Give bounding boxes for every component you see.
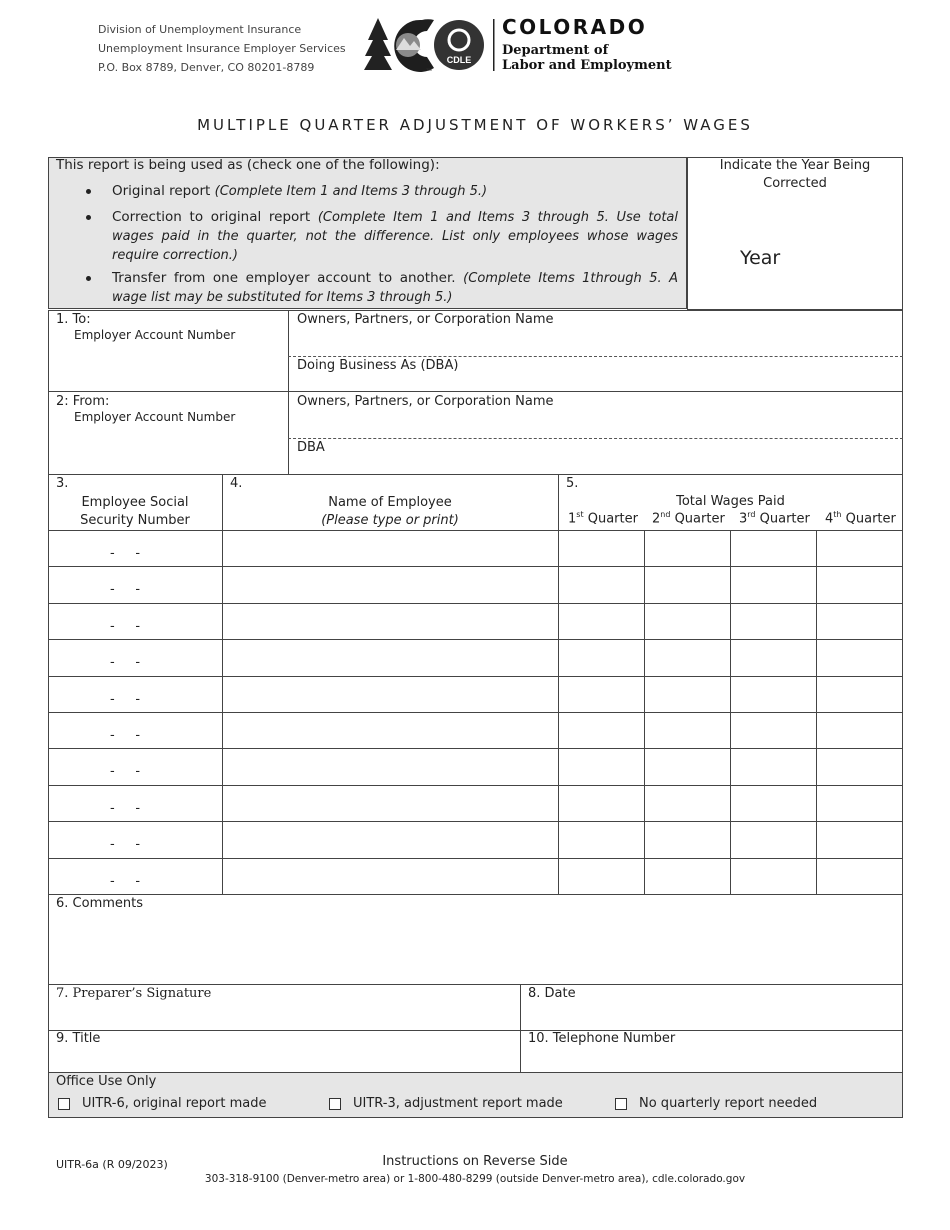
row-divider <box>48 639 903 640</box>
divider <box>222 474 223 894</box>
trademark-mark: TM <box>426 67 432 72</box>
uitr6-label: UITR-6, original report made <box>82 1096 267 1111</box>
wage-q4-field[interactable] <box>818 678 900 710</box>
option-transfer-report[interactable] <box>112 269 678 307</box>
to-dba-field[interactable] <box>290 375 902 391</box>
option-note: (Complete Items 1through 5. A wage list may be substituted for Items 3 through 5.) <box>112 271 678 305</box>
wage-q4-field[interactable] <box>818 750 900 782</box>
uitr6-checkbox[interactable] <box>58 1098 70 1110</box>
divider <box>48 474 903 475</box>
col4-heading-line2: (Please type or print) <box>321 513 459 528</box>
col4-number: 4. <box>230 476 243 491</box>
divider <box>48 894 903 895</box>
employee-name-field[interactable] <box>224 823 556 855</box>
section1-dba-label: Doing Business As (DBA) <box>297 358 459 373</box>
ssn-field[interactable]: - - <box>110 873 141 889</box>
bullet-icon <box>86 276 91 281</box>
wage-q3-field[interactable] <box>732 787 814 819</box>
employee-name-field[interactable] <box>224 568 556 600</box>
divider <box>48 1030 903 1031</box>
brand-state-name: COLORADO <box>502 15 648 39</box>
address-line-3: P.O. Box 8789, Denver, CO 80201-8789 <box>98 61 315 74</box>
wage-q2-field[interactable] <box>646 787 728 819</box>
address-line-1: Division of Unemployment Insurance <box>98 23 302 36</box>
section1-owners-label: Owners, Partners, or Corporation Name <box>297 312 554 327</box>
section1-label: 1. To: <box>56 312 91 327</box>
row-divider <box>48 676 903 677</box>
from-owners-name-field[interactable] <box>290 412 902 437</box>
year-heading-line1: Indicate the Year Being <box>719 158 871 173</box>
wage-q1-field[interactable] <box>560 678 642 710</box>
divider <box>48 530 903 531</box>
wage-q3-field[interactable] <box>732 568 814 600</box>
wage-q1-field[interactable] <box>560 641 642 673</box>
ssn-field[interactable]: - - <box>110 582 141 598</box>
quarter-3-heading: 3rd Quarter <box>739 510 810 527</box>
wage-q2-field[interactable] <box>646 532 728 564</box>
wage-q2-field[interactable] <box>646 714 728 746</box>
row-divider <box>48 821 903 822</box>
col4-heading-line1: Name of Employee <box>328 495 452 510</box>
row-divider <box>48 566 903 567</box>
cdle-badge-text: CDLE <box>446 55 472 65</box>
ssn-field[interactable]: - - <box>110 764 141 780</box>
comments-label: 6. Comments <box>56 896 144 911</box>
wage-q1-field[interactable] <box>560 605 642 637</box>
address-line-2: Unemployment Insurance Employer Services <box>98 42 346 55</box>
wage-q4-field[interactable] <box>818 605 900 637</box>
wage-q1-field[interactable] <box>560 823 642 855</box>
title-label: 9. Title <box>56 1031 101 1046</box>
col5-number: 5. <box>566 476 579 491</box>
comments-field[interactable] <box>49 914 902 983</box>
employee-name-field[interactable] <box>224 714 556 746</box>
year-corrected-heading <box>687 157 903 193</box>
ssn-field[interactable]: - - <box>110 618 141 634</box>
wage-q2-field[interactable] <box>646 641 728 673</box>
wage-q4-field[interactable] <box>818 860 900 892</box>
contact-info: 303-318-9100 (Denver-metro area) or 1-800-480-8299 (outside Denver-metro area), cdle.colorado.gov <box>204 1173 746 1185</box>
wage-q1-field[interactable] <box>560 750 642 782</box>
wage-q4-field[interactable] <box>818 641 900 673</box>
row-divider <box>48 748 903 749</box>
divider <box>558 474 559 894</box>
wage-q4-field[interactable] <box>818 532 900 564</box>
employee-name-field[interactable] <box>224 605 556 637</box>
year-heading-line2: Corrected <box>763 176 827 191</box>
col5-heading: Total Wages Paid <box>676 494 785 509</box>
from-dba-field[interactable] <box>290 457 902 473</box>
wage-q1-field[interactable] <box>560 860 642 892</box>
wage-q1-field[interactable] <box>560 787 642 819</box>
employee-name-field[interactable] <box>224 750 556 782</box>
wage-q3-field[interactable] <box>732 641 814 673</box>
row-divider <box>48 603 903 604</box>
from-account-number-field[interactable] <box>49 427 287 472</box>
col3-heading <box>48 494 222 530</box>
wage-q3-field[interactable] <box>732 605 814 637</box>
wage-q4-field[interactable] <box>818 787 900 819</box>
wage-q2-field[interactable] <box>646 750 728 782</box>
option-label: Original report <box>112 183 211 199</box>
quarter-4-heading: 4th Quarter <box>825 510 896 527</box>
divider <box>288 310 289 474</box>
employee-name-field[interactable] <box>224 787 556 819</box>
wage-q4-field[interactable] <box>818 568 900 600</box>
no-report-checkbox[interactable] <box>615 1098 627 1110</box>
option-original-report[interactable] <box>112 182 678 201</box>
quarter-2-heading: 2nd Quarter <box>652 510 725 527</box>
signature-field[interactable] <box>49 1004 519 1029</box>
report-use-intro: This report is being used as (check one of the following): <box>56 157 440 173</box>
col4-heading <box>222 494 558 530</box>
no-report-label: No quarterly report needed <box>639 1096 818 1111</box>
divider <box>48 391 903 392</box>
option-note: (Complete Item 1 and Items 3 through 5. Use total wages paid in the quarter, not the difference. List only employees whose wages require correction.) <box>112 210 678 263</box>
wage-q4-field[interactable] <box>818 823 900 855</box>
col3-number: 3. <box>56 476 69 491</box>
wage-q1-field[interactable] <box>560 568 642 600</box>
section2-account-label: Employer Account Number <box>74 410 236 424</box>
title-field[interactable] <box>49 1049 519 1071</box>
wage-q3-field[interactable] <box>732 678 814 710</box>
brand-department-line1: Department of <box>502 43 609 58</box>
bullet-icon <box>86 215 91 220</box>
ssn-field[interactable]: - - <box>110 800 141 816</box>
uitr3-checkbox[interactable] <box>329 1098 341 1110</box>
wage-q2-field[interactable] <box>646 823 728 855</box>
ssn-field[interactable]: - - <box>110 546 141 561</box>
agency-address <box>98 20 346 77</box>
employee-name-field[interactable] <box>224 678 556 710</box>
wage-q2-field[interactable] <box>646 605 728 637</box>
wage-q3-field[interactable] <box>732 750 814 782</box>
phone-field[interactable] <box>522 1049 902 1071</box>
section2-dba-label: DBA <box>297 440 325 455</box>
brand-department-line2: Labor and Employment <box>502 58 672 73</box>
wage-q3-field[interactable] <box>732 714 814 746</box>
date-label: 8. Date <box>528 986 576 1001</box>
to-account-number-field[interactable] <box>49 345 287 390</box>
option-note: (Complete Item 1 and Items 3 through 5.) <box>214 184 488 199</box>
form-title: MULTIPLE QUARTER ADJUSTMENT OF WORKERS’ WAGES <box>197 116 753 134</box>
wage-q2-field[interactable] <box>646 568 728 600</box>
wage-q3-field[interactable] <box>732 823 814 855</box>
employee-name-field[interactable] <box>224 532 556 564</box>
row-divider <box>48 785 903 786</box>
wage-q3-field[interactable] <box>732 860 814 892</box>
brand-department <box>502 43 672 73</box>
dashed-divider <box>288 438 903 439</box>
option-label: Correction to original report <box>112 209 311 225</box>
ssn-field[interactable]: - - <box>110 837 141 853</box>
col3-heading-line2: Security Number <box>80 513 190 528</box>
form-id: UITR-6a (R 09/2023) <box>56 1158 168 1171</box>
to-owners-name-field[interactable] <box>290 330 902 355</box>
option-correction-report[interactable] <box>112 208 678 265</box>
wage-q3-field[interactable] <box>732 532 814 564</box>
ssn-field[interactable]: - - <box>110 728 141 743</box>
section2-label: 2: From: <box>56 394 110 409</box>
row-divider <box>48 858 903 859</box>
bullet-icon <box>86 189 91 194</box>
ssn-field[interactable]: - - <box>110 691 141 707</box>
option-label: Transfer from one employer account to another. <box>112 270 456 286</box>
wage-q1-field[interactable] <box>560 714 642 746</box>
uitr3-label: UITR-3, adjustment report made <box>353 1096 563 1111</box>
dashed-divider <box>288 356 903 357</box>
employee-name-field[interactable] <box>224 860 556 892</box>
col3-heading-line1: Employee Social <box>81 495 189 510</box>
wage-q2-field[interactable] <box>646 678 728 710</box>
ssn-field[interactable]: - - <box>110 655 141 671</box>
employee-name-field[interactable] <box>224 641 556 673</box>
wage-q2-field[interactable] <box>646 860 728 892</box>
section1-account-label: Employer Account Number <box>74 328 236 342</box>
phone-label: 10. Telephone Number <box>528 1031 676 1046</box>
year-field[interactable]: Year <box>740 247 781 269</box>
row-divider <box>48 712 903 713</box>
quarter-1-heading: 1st Quarter <box>568 510 638 527</box>
wage-q4-field[interactable] <box>818 714 900 746</box>
instructions-note: Instructions on Reverse Side <box>382 1154 568 1169</box>
office-use-heading: Office Use Only <box>56 1074 157 1089</box>
signature-label: 7. Preparer’s Signature <box>56 986 212 1001</box>
divider <box>48 984 903 985</box>
divider <box>520 984 521 1072</box>
date-field[interactable] <box>522 1004 902 1029</box>
wage-q1-field[interactable] <box>560 532 642 564</box>
section2-owners-label: Owners, Partners, or Corporation Name <box>297 394 554 409</box>
